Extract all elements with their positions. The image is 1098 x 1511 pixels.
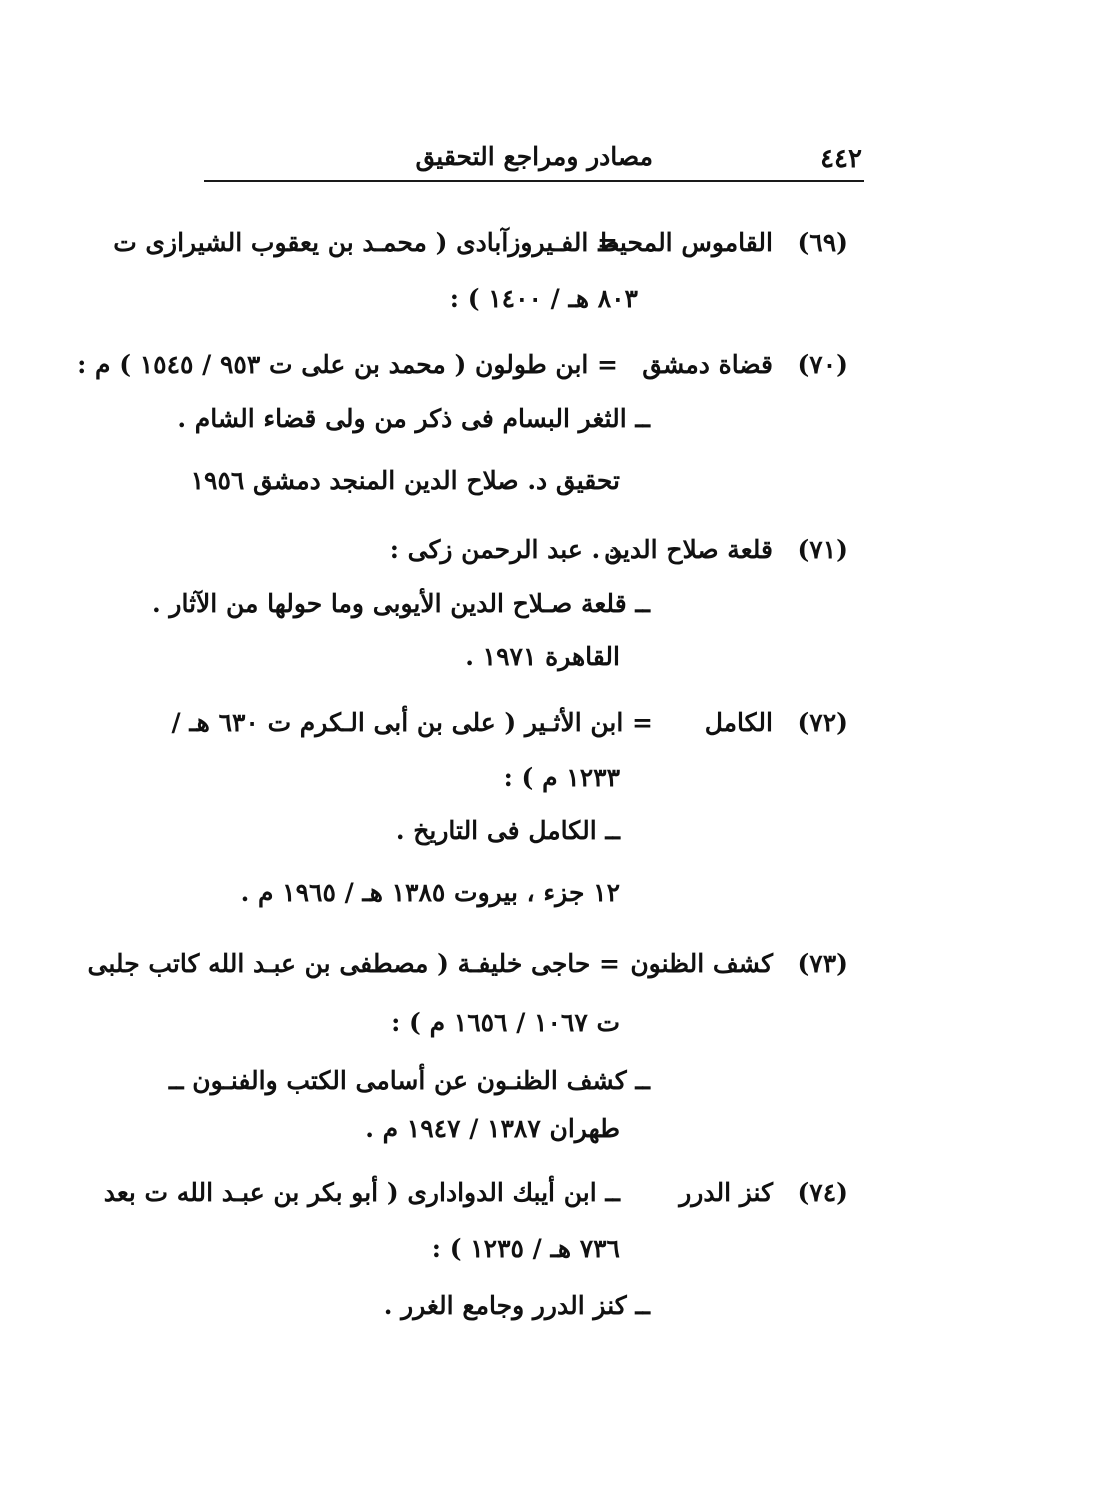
header-rule (204, 180, 864, 182)
entry-number: (٧٢) (797, 708, 848, 737)
entry-line: تحقيق د. صلاح الدين المنجد دمشق ١٩٥٦ (190, 466, 620, 495)
entry-author: = حاجى خليفـة ( مصطفى بن عبـد الله كاتب جلبى (87, 949, 620, 978)
entry-line: القاهرة ١٩٧١ . (465, 642, 620, 671)
entry-line: ١٢ جزء ، بيروت ١٣٨٥ هـ / ١٩٦٥ م . (240, 878, 620, 907)
entry-author: = الفـيروزآبادى ( محمـد بن يعقوب الشيرازى ت (113, 228, 618, 257)
entry-author: = ابن الأثـير ( على بن أبى الـكرم ت ٦٣٠ هـ / (171, 708, 653, 737)
entry-line: طهران ١٣٨٧ / ١٩٤٧ م . (365, 1114, 620, 1143)
entry-title: الكامل (704, 708, 773, 737)
entry-title: قضاة دمشق (642, 350, 773, 379)
entry-title: كنز الدرر (679, 1178, 773, 1207)
entry-title: القاموس المحيط (596, 228, 773, 257)
entry-line: ت ١٠٦٧ / ١٦٥٦ م ) : (391, 1008, 620, 1037)
entry-author: = ابن طولون ( محمد بن على ت ٩٥٣ / ١٥٤٥ ) م : (77, 350, 618, 379)
entry-title: كشف الظنون (630, 949, 773, 978)
entry-line: ــ الكامل فى التاريخ . (395, 816, 620, 845)
entry-number: (٧٠) (797, 350, 848, 379)
entry-line: ــ كشف الظنـون عن أسامى الكتب والفنـون ــ (168, 1066, 650, 1095)
running-header-title: مصادر ومراجع التحقيق (415, 142, 653, 171)
entry-number: (٦٩) (797, 228, 848, 257)
entry-number: (٧٣) (797, 949, 848, 978)
entry-line: ٧٣٦ هـ / ١٢٣٥ ) : (431, 1234, 620, 1263)
entry-number: (٧١) (797, 535, 848, 564)
entry-author: ــ ابن أيبك الدوادارى ( أبو بكر بن عبـد الله ت بعد (103, 1178, 620, 1207)
entry-line: ــ كنز الدرر وجامع الغرر . (383, 1291, 650, 1320)
entry-title: قلعة صلاح الدين (603, 535, 773, 564)
entry-line: ــ قلعة صـلاح الدين الأيوبى وما حولها من الآثار . (151, 589, 650, 618)
entry-number: (٧٤) (797, 1178, 848, 1207)
entry-line: ــ الثغر البسام فى ذكر من ولى قضاء الشام . (177, 404, 650, 433)
entry-line: ١٢٣٣ م ) : (503, 763, 620, 792)
entry-author: د . عبد الرحمن زكى : (389, 535, 620, 564)
page-number: ٤٤٢ (820, 144, 862, 174)
entry-line: ٨٠٣ هـ / ١٤٠٠ ) : (449, 284, 638, 313)
